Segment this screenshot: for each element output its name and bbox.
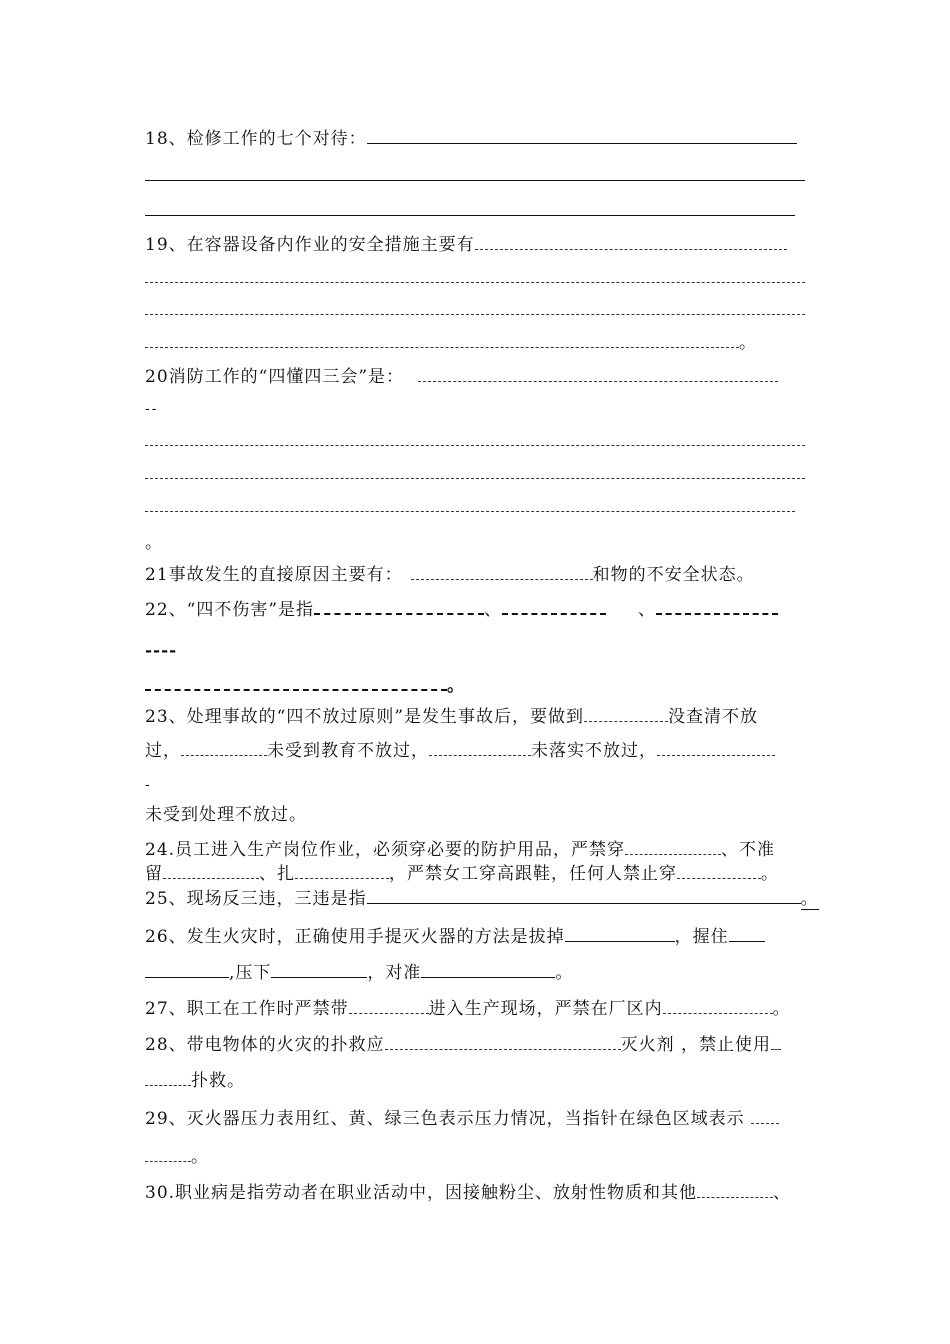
- question-30-text: 30.职业病是指劳动者在职业活动中，因接触粉尘、放射性物质和其他: [145, 1183, 698, 1203]
- question-26: [145, 926, 765, 948]
- answer-blank[interactable]: [729, 927, 765, 942]
- period: 。: [772, 999, 791, 1019]
- question-23-after: 没查清不放: [668, 707, 759, 727]
- question-29-text: 29、灭火器压力表用红、黄、绿三色表示压力情况，当指针在绿色区域表示: [145, 1109, 745, 1129]
- answer-blank[interactable]: [565, 927, 675, 942]
- answer-blank[interactable]: [663, 999, 773, 1014]
- answer-blank[interactable]: [502, 601, 606, 615]
- question-22-end: [145, 675, 465, 697]
- separator: 、: [484, 600, 503, 620]
- question-20-text: 20消防工作的“四懂四三会”是：: [145, 367, 405, 387]
- text-segment: ，对准: [367, 963, 422, 983]
- answer-blank[interactable]: [145, 333, 739, 348]
- text-segment: ，严禁女工穿高跟鞋，任何人禁止穿: [389, 864, 677, 884]
- answer-line[interactable]: [145, 282, 805, 283]
- answer-blank[interactable]: [584, 707, 668, 722]
- question-20-end: [145, 532, 163, 554]
- question-23-end: 未受到处理不放过。: [145, 805, 307, 825]
- text-segment: 扑救。: [191, 1071, 245, 1091]
- question-18-text: 18、检修工作的七个对待：: [145, 129, 367, 149]
- text-segment: ，握住: [674, 927, 729, 947]
- answer-blank[interactable]: [145, 963, 229, 978]
- answer-blank[interactable]: [181, 741, 267, 756]
- answer-blank[interactable]: [421, 963, 555, 978]
- question-22-cont: [145, 640, 177, 662]
- question-24: [145, 839, 775, 861]
- answer-blank[interactable]: [429, 741, 531, 756]
- period: 。: [447, 676, 465, 696]
- question-23-cont: [145, 774, 151, 796]
- question-23-line2: [145, 740, 775, 762]
- question-19-text: 19、在容器设备内作业的安全措施主要有: [145, 235, 475, 255]
- answer-blank[interactable]: [271, 963, 367, 978]
- text-segment: 未落实不放过，: [531, 741, 657, 761]
- answer-blank[interactable]: [411, 565, 593, 580]
- answer-blank[interactable]: [145, 1147, 191, 1162]
- period: 。: [145, 533, 163, 553]
- answer-blank[interactable]: [677, 864, 761, 879]
- text-segment: 进入生产现场，严禁在厂区内: [428, 999, 663, 1019]
- question-29-line2: [145, 1146, 209, 1168]
- answer-line[interactable]: [145, 478, 805, 479]
- dash-continuation: -: [145, 777, 151, 793]
- question-26-line2: [145, 962, 573, 984]
- answer-blank[interactable]: [751, 1109, 779, 1124]
- answer-line[interactable]: [145, 180, 805, 181]
- text-segment: 、扎: [259, 864, 295, 884]
- answer-blank[interactable]: [771, 1035, 781, 1050]
- question-25: [145, 888, 819, 910]
- period: 。: [739, 333, 757, 353]
- period: 。: [191, 1147, 209, 1167]
- dash-continuation: --: [145, 401, 159, 417]
- question-22: [145, 599, 778, 621]
- answer-blank[interactable]: [367, 129, 797, 144]
- question-19: [145, 234, 787, 256]
- question-18: [145, 128, 797, 150]
- answer-blank[interactable]: [314, 601, 484, 615]
- text-segment: 未受到教育不放过，: [267, 741, 429, 761]
- answer-blank[interactable]: [656, 601, 778, 615]
- text-segment: 灭火剂 ，禁止使用: [620, 1035, 772, 1055]
- question-23: [145, 706, 758, 728]
- period: 。: [761, 864, 779, 884]
- question-22-text: 22、“四不伤害”是指: [145, 600, 315, 620]
- separator: 、: [638, 600, 657, 620]
- period: 。: [800, 889, 819, 909]
- answer-blank[interactable]: [418, 367, 778, 382]
- question-21: [145, 564, 755, 586]
- question-28-text: 28、带电物体的火灾的扑救应: [145, 1035, 385, 1055]
- question-28-line2: [145, 1070, 245, 1092]
- answer-blank[interactable]: [475, 235, 787, 250]
- question-20-cont: [145, 398, 158, 420]
- text-segment: 过，: [145, 741, 181, 761]
- answer-blank[interactable]: [367, 889, 801, 904]
- question-24-text: 24.员工进入生产岗位作业，必须穿必要的防护用品，严禁穿: [145, 840, 626, 860]
- question-21-text: 21事故发生的直接原因主要有：: [145, 565, 403, 585]
- separator: 、: [773, 1183, 792, 1203]
- question-21-after: 和物的不安全状态。: [592, 565, 755, 585]
- question-27-text: 27、职工在工作时严禁带: [145, 999, 349, 1019]
- answer-line[interactable]: [145, 314, 805, 315]
- question-28: [145, 1034, 781, 1056]
- question-26-text: 26、发生火灾时，正确使用手提灭火器的方法是拔掉: [145, 927, 565, 947]
- answer-blank[interactable]: [145, 677, 447, 691]
- question-30: [145, 1182, 791, 1204]
- question-24-line2: [145, 863, 779, 885]
- text-segment: ,压下: [229, 963, 272, 983]
- question-25-text: 25、现场反三违，三违是指: [145, 889, 367, 909]
- question-23-line4: [145, 804, 307, 826]
- question-19-cont: [145, 332, 757, 354]
- answer-blank[interactable]: [163, 864, 259, 879]
- text-segment: 、不准: [721, 840, 776, 860]
- answer-blank[interactable]: [697, 1183, 773, 1198]
- question-20: [145, 366, 778, 388]
- question-23-text: 23、处理事故的“四不放过原则”是发生事故后，要做到: [145, 707, 585, 727]
- question-29: [145, 1108, 779, 1130]
- answer-blank[interactable]: [349, 999, 429, 1014]
- answer-line[interactable]: [145, 511, 795, 512]
- answer-line[interactable]: [145, 215, 795, 216]
- answer-blank[interactable]: [145, 1071, 191, 1086]
- answer-blank[interactable]: [625, 840, 721, 855]
- answer-blank[interactable]: [385, 1035, 621, 1050]
- answer-blank[interactable]: [657, 741, 775, 756]
- answer-line[interactable]: [145, 445, 805, 446]
- question-27: [145, 998, 791, 1020]
- period: 。: [555, 963, 574, 983]
- dash-continuation: ----: [145, 641, 178, 661]
- text-segment: 留: [145, 864, 163, 884]
- answer-blank[interactable]: [295, 864, 389, 879]
